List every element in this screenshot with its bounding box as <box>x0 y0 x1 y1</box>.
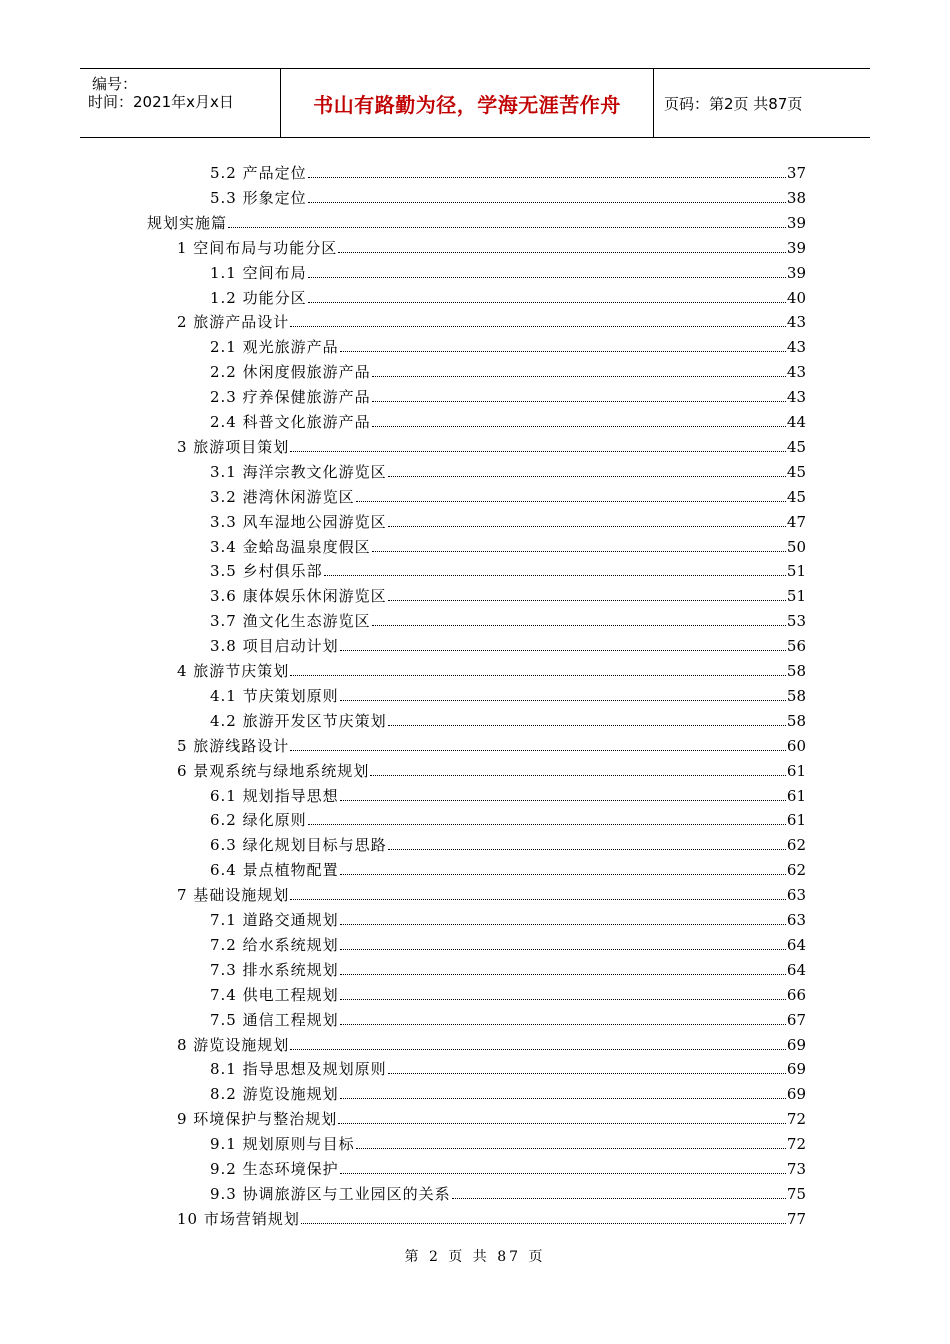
toc-dot-leader <box>290 675 786 676</box>
toc-dot-leader <box>388 476 786 477</box>
toc-dot-leader <box>290 326 786 327</box>
toc-entry[interactable] <box>177 657 806 681</box>
toc-entry[interactable] <box>210 582 806 606</box>
toc-entry-page: 69 <box>786 1085 806 1104</box>
toc-dot-leader <box>388 526 786 527</box>
toc-entry-page: 44 <box>786 413 806 431</box>
toc-entry-page: 61 <box>786 761 806 780</box>
toc-dot-leader <box>340 351 786 352</box>
toc-dot-leader <box>452 1198 786 1199</box>
toc-entry-title: 1.1 空间布局 <box>210 263 307 282</box>
page-header <box>80 68 870 138</box>
toc-dot-leader <box>308 302 786 303</box>
toc-entry[interactable] <box>177 881 806 905</box>
toc-entry-page: 73 <box>786 1160 806 1178</box>
toc-entry-page: 53 <box>786 612 806 631</box>
toc-entry-title: 8 游览设施规划 <box>177 1035 290 1054</box>
toc-entry-page: 58 <box>786 711 806 730</box>
toc-entry[interactable] <box>210 557 806 581</box>
toc-dot-leader <box>290 451 786 452</box>
toc-dot-leader <box>290 750 786 751</box>
toc-entry[interactable] <box>210 956 806 980</box>
toc-entry-title: 4 旅游节庆策划 <box>177 662 290 680</box>
toc-entry[interactable] <box>210 1006 806 1030</box>
toc-entry-page: 62 <box>786 861 806 880</box>
toc-entry-page: 51 <box>786 587 806 606</box>
toc-entry[interactable] <box>210 1055 806 1079</box>
toc-dot-leader <box>340 874 786 875</box>
toc-dot-leader <box>370 775 786 776</box>
toc-dot-leader <box>290 899 786 900</box>
toc-entry-page: 61 <box>786 786 806 805</box>
toc-dot-leader <box>338 1123 786 1124</box>
toc-dot-leader <box>340 650 786 651</box>
toc-dot-leader <box>372 376 786 377</box>
toc-dot-leader <box>338 252 786 253</box>
toc-dot-leader <box>388 725 786 726</box>
toc-dot-leader <box>372 625 786 626</box>
toc-entry-page: 43 <box>786 363 806 382</box>
toc-dot-leader <box>340 800 786 801</box>
toc-entry-title: 7 基础设施规划 <box>177 886 290 905</box>
toc-entry-title: 9 环境保护与整治规划 <box>177 1110 338 1129</box>
toc-entry-title: 2.3 疗养保健旅游产品 <box>210 388 371 407</box>
toc-entry-page: 45 <box>786 437 806 456</box>
header-bianhao: 编号： <box>92 75 138 93</box>
toc-entry[interactable] <box>177 433 806 457</box>
toc-entry[interactable] <box>177 1031 806 1055</box>
toc-dot-leader <box>388 1073 786 1074</box>
toc-entry-page: 61 <box>786 811 806 830</box>
toc-entry-title: 8.2 游览设施规划 <box>210 1085 339 1104</box>
toc-dot-leader <box>340 1098 786 1099</box>
toc-entry[interactable] <box>210 931 806 955</box>
toc-entry[interactable] <box>177 757 806 781</box>
toc-entry[interactable] <box>210 1130 806 1154</box>
toc-entry[interactable] <box>210 483 806 507</box>
toc-entry-page: 69 <box>786 1035 806 1054</box>
toc-entry-title: 3.8 项目启动计划 <box>210 637 339 656</box>
toc-entry[interactable] <box>210 508 806 532</box>
header-info-cell <box>80 69 281 137</box>
toc-entry-title: 3 旅游项目策划 <box>177 437 290 456</box>
toc-entry-title: 9.2 生态环境保护 <box>210 1160 339 1178</box>
header-motto: 书山有路勤为径，学海无涯苦作舟 <box>313 92 621 117</box>
toc-entry-page: 43 <box>786 338 806 357</box>
toc-entry[interactable] <box>210 533 806 557</box>
toc-entry-title: 6 景观系统与绿地系统规划 <box>177 761 370 780</box>
toc-entry-title: 9.1 规划原则与目标 <box>210 1135 355 1154</box>
toc-entry[interactable] <box>210 707 806 731</box>
toc-entry-title: 2.1 观光旅游产品 <box>210 338 339 357</box>
toc-entry[interactable] <box>210 1155 806 1179</box>
toc-dot-leader <box>308 824 786 825</box>
toc-entry[interactable] <box>177 234 806 258</box>
toc-entry-title: 7.5 通信工程规划 <box>210 1010 339 1029</box>
toc-entry-title: 3.5 乡村俱乐部 <box>210 562 323 581</box>
toc-entry-page: 40 <box>786 288 806 307</box>
toc-entry-title: 2.2 休闲度假旅游产品 <box>210 363 371 382</box>
toc-entry-title: 4.2 旅游开发区节庆策划 <box>210 711 387 730</box>
toc-entry[interactable] <box>210 1080 806 1104</box>
toc-entry-title: 10 市场营销规划 <box>177 1209 300 1228</box>
toc-entry-page: 58 <box>786 662 806 680</box>
toc-entry-page: 39 <box>786 213 806 232</box>
toc-entry-title: 3.1 海洋宗教文化游览区 <box>210 462 387 481</box>
toc-entry-page: 39 <box>786 263 806 282</box>
toc-entry[interactable] <box>177 732 806 756</box>
toc-entry-title: 9.3 协调旅游区与工业园区的关系 <box>210 1184 451 1203</box>
toc-entry-title: 4.1 节庆策划原则 <box>210 686 339 705</box>
toc-entry-title: 5.2 产品定位 <box>210 164 307 182</box>
toc-dot-leader <box>340 924 786 925</box>
toc-dot-leader <box>356 1148 786 1149</box>
toc-entry-title: 2.4 科普文化旅游产品 <box>210 413 371 431</box>
toc-entry[interactable] <box>210 981 806 1005</box>
toc-entry-page: 63 <box>786 886 806 905</box>
toc-entry-page: 67 <box>786 1010 806 1029</box>
toc-entry-page: 45 <box>786 462 806 481</box>
toc-entry[interactable] <box>177 308 806 332</box>
toc-entry-title: 7.3 排水系统规划 <box>210 960 339 979</box>
toc-entry-page: 75 <box>786 1184 806 1203</box>
toc-dot-leader <box>340 1173 786 1174</box>
toc-entry-title: 6.3 绿化规划目标与思路 <box>210 836 387 855</box>
toc-entry[interactable] <box>210 906 806 930</box>
toc-entry[interactable] <box>177 1105 806 1129</box>
toc-entry[interactable] <box>147 209 806 233</box>
toc-entry-title: 7.1 道路交通规划 <box>210 911 339 929</box>
toc-entry[interactable] <box>177 1205 806 1229</box>
toc-entry-page: 47 <box>786 512 806 531</box>
toc-entry-page: 69 <box>786 1060 806 1079</box>
toc-entry-page: 51 <box>786 562 806 581</box>
toc-entry-page: 43 <box>786 313 806 332</box>
toc-entry-page: 63 <box>786 911 806 929</box>
page-footer: 第 2 页 共 87 页 <box>404 1249 546 1265</box>
toc-entry-title: 3.2 港湾休闲游览区 <box>210 487 355 506</box>
toc-dot-leader <box>388 849 786 850</box>
toc-entry-page: 58 <box>786 686 806 705</box>
toc-dot-leader <box>340 700 786 701</box>
toc-entry-page: 64 <box>786 960 806 979</box>
toc-entry-title: 6.1 规划指导思想 <box>210 786 339 805</box>
toc-dot-leader <box>290 1049 786 1050</box>
toc-dot-leader <box>340 1024 786 1025</box>
toc-entry-title: 规划实施篇 <box>147 213 228 232</box>
header-motto-cell <box>281 69 654 137</box>
toc-entry[interactable] <box>210 458 806 482</box>
toc-dot-leader <box>356 501 786 502</box>
toc-entry-page: 56 <box>786 637 806 656</box>
toc-entry-title: 3.6 康体娱乐休闲游览区 <box>210 587 387 606</box>
toc-entry-page: 37 <box>786 164 806 182</box>
toc-entry[interactable] <box>210 358 806 382</box>
toc-entry-page: 64 <box>786 935 806 954</box>
toc-entry-title: 3.3 风车湿地公园游览区 <box>210 512 387 531</box>
toc-entry-page: 43 <box>786 388 806 407</box>
toc-entry-title: 7.4 供电工程规划 <box>210 985 339 1004</box>
toc-dot-leader <box>340 974 786 975</box>
toc-entry-page: 62 <box>786 836 806 855</box>
toc-entry-page: 50 <box>786 537 806 556</box>
toc-entry[interactable] <box>210 1180 806 1204</box>
toc-entry-title: 1.2 功能分区 <box>210 288 307 307</box>
toc-dot-leader <box>340 999 786 1000</box>
toc-entry[interactable] <box>210 632 806 656</box>
header-shijian: 时间：2021年x月x日 <box>88 93 234 111</box>
toc-entry[interactable] <box>210 682 806 706</box>
toc-dot-leader <box>308 177 786 178</box>
toc-dot-leader <box>340 949 786 950</box>
toc-entry-title: 5 旅游线路设计 <box>177 736 290 755</box>
toc-entry-page: 72 <box>786 1110 806 1129</box>
toc-entry-page: 39 <box>786 238 806 257</box>
toc-entry-page: 66 <box>786 985 806 1004</box>
toc-entry-title: 5.3 形象定位 <box>210 188 307 207</box>
toc-dot-leader <box>388 600 786 601</box>
toc-entry[interactable] <box>210 383 806 407</box>
toc-entry[interactable] <box>210 259 806 283</box>
header-pagecode: 页码：第2页 共87页 <box>664 94 803 113</box>
toc-entry-page: 72 <box>786 1135 806 1154</box>
toc-entry-title: 3.4 金蛤岛温泉度假区 <box>210 537 371 556</box>
toc-entry-title: 3.7 渔文化生态游览区 <box>210 612 371 631</box>
toc-entry[interactable] <box>210 184 806 208</box>
toc-dot-leader <box>228 227 786 228</box>
toc-entry-page: 38 <box>786 188 806 207</box>
toc-entry[interactable] <box>210 159 806 183</box>
toc-entry[interactable] <box>210 831 806 855</box>
toc-entry-title: 1 空间布局与功能分区 <box>177 238 338 257</box>
toc-entry-title: 2 旅游产品设计 <box>177 313 290 332</box>
toc-entry-title: 6.4 景点植物配置 <box>210 861 339 880</box>
toc-dot-leader <box>324 575 786 576</box>
toc-entry-page: 45 <box>786 487 806 506</box>
toc-entry[interactable] <box>210 856 806 880</box>
toc-dot-leader <box>308 277 786 278</box>
toc-entry[interactable] <box>210 806 806 830</box>
toc-entry[interactable] <box>210 408 806 432</box>
toc-entry[interactable] <box>210 607 806 631</box>
toc-dot-leader <box>308 202 786 203</box>
toc-dot-leader <box>301 1223 786 1224</box>
toc-entry-title: 8.1 指导思想及规划原则 <box>210 1060 387 1079</box>
header-pagecode-cell <box>654 69 870 137</box>
toc-entry-page: 77 <box>786 1209 806 1228</box>
toc-dot-leader <box>372 401 786 402</box>
toc-entry[interactable] <box>210 284 806 308</box>
toc-entry-title: 7.2 给水系统规划 <box>210 935 339 954</box>
toc-dot-leader <box>372 551 786 552</box>
toc-entry[interactable] <box>210 333 806 357</box>
toc-dot-leader <box>372 426 786 427</box>
toc-entry[interactable] <box>210 782 806 806</box>
toc-entry-title: 6.2 绿化原则 <box>210 811 307 830</box>
toc-entry-page: 60 <box>786 736 806 755</box>
